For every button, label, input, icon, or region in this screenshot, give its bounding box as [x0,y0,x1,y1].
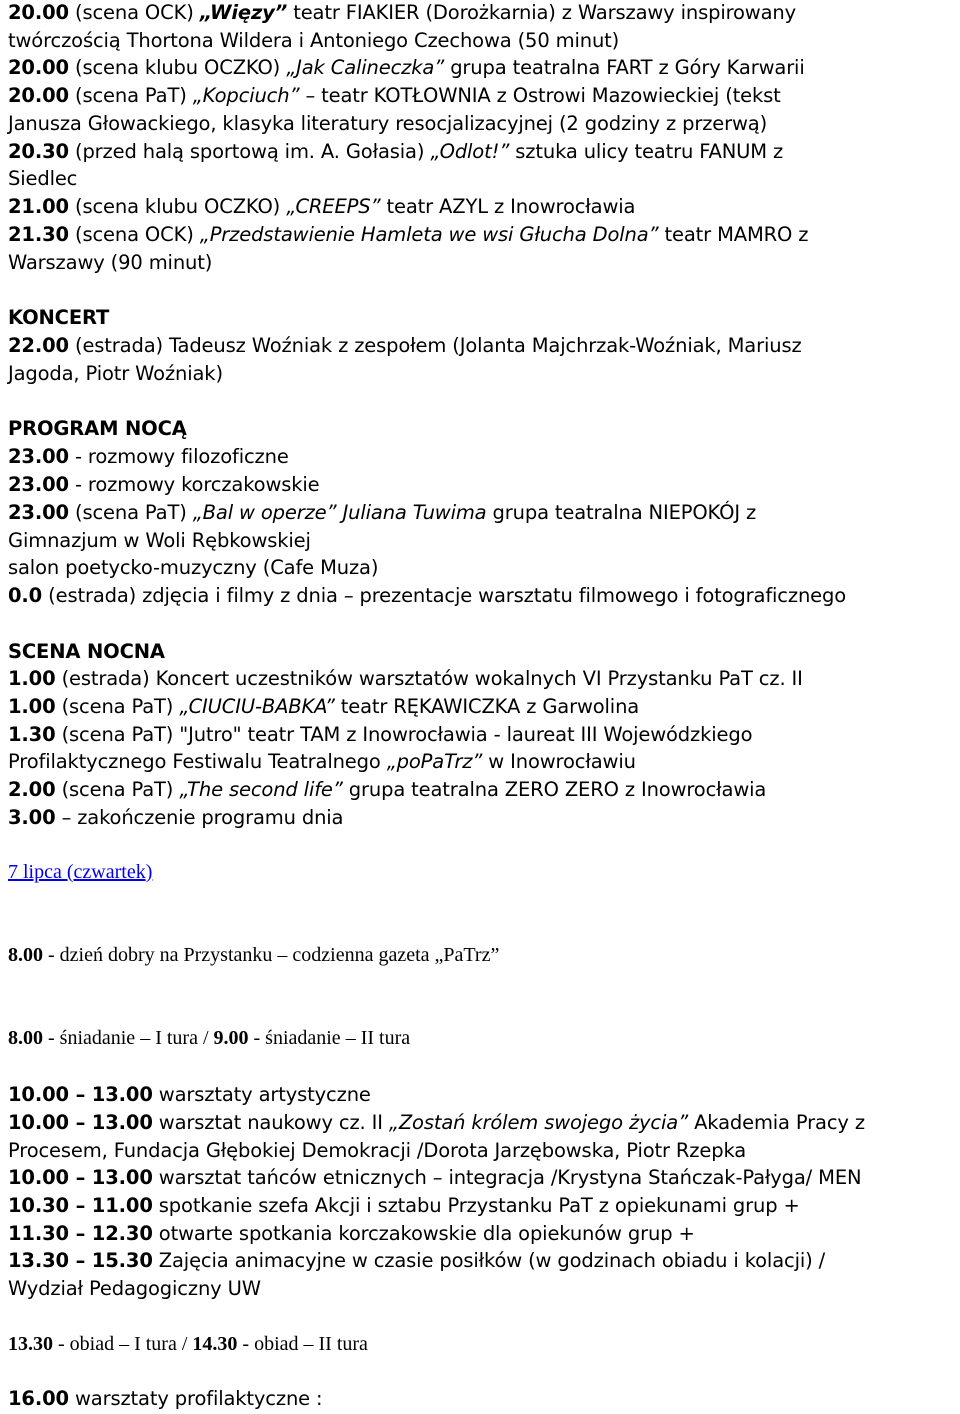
time-label: 8.00 [8,944,43,966]
time-label: 20.00 [8,56,69,79]
text-run: Gimnazjum w Woli Rębkowskiej [8,529,311,552]
text-run: – teatr KOTŁOWNIA z Ostrowi Mazowieckiej (tekst [299,84,781,107]
text-run: sztuka ulicy teatru FANUM z [509,140,784,163]
title-text: „CREEPS” [286,195,381,218]
time-label: 11.30 – 12.30 [8,1222,153,1245]
text-run: - obiad – II tura [237,1333,368,1355]
text-run: (przed halą sportową im. A. Gołasia) [68,140,431,163]
program-line [8,1249,825,1272]
title-text: Juliana Tuwima [342,501,487,524]
program-line [8,112,767,135]
text-run: grupa teatralna FART z Góry Karwarii [444,56,805,79]
time-label: 21.30 [8,223,69,246]
time-label: 2.00 [8,778,56,801]
text-run: warsztat tańców etnicznych – integracja /Krystyna Stańczak-Pałyga/ MEN [152,1166,862,1189]
program-line [8,29,619,52]
program-line [8,223,808,246]
text-run: - rozmowy korczakowskie [68,473,320,496]
text-run: (estrada) Tadeusz Woźniak z zespołem (Jolanta Majchrzak-Woźniak, Mariusz [68,334,802,357]
text-run: (scena PaT) [68,84,193,107]
time-label: 20.00 [8,84,69,107]
program-line [8,1166,861,1189]
time-label: SCENA NOCNA [8,640,165,663]
time-label: 10.00 – 13.00 [8,1111,153,1134]
time-label: 8.00 [8,1027,43,1049]
time-label: 16.00 [8,1387,69,1410]
text-run: warsztaty artystyczne [152,1083,371,1106]
time-label: 21.00 [8,195,69,218]
title-text: „Przedstawienie Hamleta we wsi Głucha Dolna” [199,223,659,246]
text-run: Zajęcia animacyjne w czasie posiłków (w godzinach obiadu i kolacji) / [152,1249,826,1272]
text-run: – zakończenie programu dnia [55,806,344,829]
text-run: teatr AZYL z Inowrocławia [380,195,636,218]
program-line [8,778,766,801]
program-line [8,56,805,79]
time-label: 10.00 – 13.00 [8,1083,153,1106]
text-run: Janusza Głowackiego, klasyka literatury resocjalizacyjnej (2 godziny z przerwą) [8,112,768,135]
text-run: twórczością Thortona Wildera i Antoniego Czechowa (50 minut) [8,29,620,52]
time-label: 23.00 [8,473,69,496]
program-line [8,1027,410,1050]
time-label: 23.00 [8,501,69,524]
title-text: „The second life” [179,778,343,801]
text-run: otwarte spotkania korczakowskie dla opiekunów grup + [152,1222,695,1245]
program-line [8,529,311,552]
program-line [8,167,77,190]
program-line [8,584,846,607]
program-line [8,334,802,357]
program-line [8,1222,695,1245]
text-run: warsztaty profilaktyczne : [68,1387,323,1410]
program-line [8,1139,746,1162]
title-text: „Jak Calineczka” [286,56,445,79]
time-label: 22.00 [8,334,69,357]
program-line [8,1333,368,1356]
title-text: „CIUCIU-BABKA” [179,695,335,718]
date-heading-link[interactable] [8,861,152,884]
text-run: w Inowrocławiu [482,750,636,773]
title-text: „Bal w operze” [192,501,337,524]
text-run: Jagoda, Piotr Woźniak) [8,362,223,385]
program-line [8,195,635,218]
program-line [8,944,499,967]
program-line [8,1277,261,1300]
text-run: (estrada) Koncert uczestników warsztatów wokalnych VI Przystanku PaT cz. II [55,667,803,690]
text-run: teatr RĘKAWICZKA z Garwolina [334,695,640,718]
text-run: Profilaktycznego Festiwalu Teatralnego [8,750,387,773]
text-run: (scena PaT) [68,501,193,524]
text-run: (scena klubu OCZKO) [68,56,287,79]
text-run: warsztat naukowy cz. II [152,1111,389,1134]
program-line [8,473,320,496]
text-run: salon poetycko-muzyczny (Cafe Muza) [8,556,379,579]
text-run: grupa teatralna NIEPOKÓJ z [486,501,757,524]
text-run: (scena PaT) [55,695,180,718]
date-link-text[interactable]: 7 lipca (czwartek) [8,861,153,883]
text-run: (scena OCK) [68,223,200,246]
text-run: teatr FIAKIER (Dorożkarnia) z Warszawy inspirowany [287,1,796,24]
program-line [8,1387,322,1410]
program-line [8,723,752,746]
text-run: (scena OCK) [68,1,200,24]
text-run: spotkanie szefa Akcji i sztabu Przystanku PaT z opiekunami grup + [152,1194,800,1217]
text-run: - rozmowy filozoficzne [68,445,289,468]
time-label: 23.00 [8,445,69,468]
title-text: „Kopciuch” [192,84,300,107]
time-label: 20.30 [8,140,69,163]
text-run: Siedlec [8,167,78,190]
text-run: - obiad – I tura / [53,1333,193,1355]
time-label: 20.00 [8,1,69,24]
section-heading-program-noca [8,417,187,440]
time-label: 13.30 [8,1333,53,1355]
program-line [8,140,783,163]
time-label: 1.00 [8,695,56,718]
time-label: 3.00 [8,806,56,829]
text-run: Wydział Pedagogiczny UW [8,1277,261,1300]
text-run: grupa teatralna ZERO ZERO z Inowrocławia [342,778,767,801]
program-line [8,1083,371,1106]
text-run: Akademia Pracy z [688,1111,865,1134]
program-line [8,1,796,24]
text-run: (estrada) zdjęcia i filmy z dnia – prezentacje warsztatu filmowego i fotograficznego [42,584,847,607]
title-text: „poPaTrz” [386,750,483,773]
program-line [8,1111,865,1134]
time-label: „Więzy” [199,1,288,24]
program-line [8,750,636,773]
text-run: (scena klubu OCZKO) [68,195,287,218]
text-run: teatr MAMRO z [658,223,809,246]
title-text: „Zostań królem swojego życia” [388,1111,689,1134]
text-run: Procesem, Fundacja Głębokiej Demokracji /Dorota Jarzębowska, Piotr Rzepka [8,1139,747,1162]
section-heading-koncert [8,306,109,329]
program-line [8,84,781,107]
time-label: 9.00 [213,1027,249,1049]
program-line [8,251,212,274]
program-line [8,806,343,829]
text-run: - śniadanie – II tura [248,1027,411,1049]
text-run: (scena PaT) "Jutro" teatr TAM z Inowrocławia - laureat III Wojewódzkiego [55,723,753,746]
title-text: „Odlot!” [430,140,510,163]
program-line [8,667,803,690]
text-run: Warszawy (90 minut) [8,251,213,274]
section-heading-scena-nocna [8,640,165,663]
time-label: 1.30 [8,723,56,746]
text-run: - śniadanie – I tura / [43,1027,214,1049]
time-label: 14.30 [192,1333,238,1355]
time-label: KONCERT [8,306,110,329]
program-line [8,445,289,468]
program-line [8,695,639,718]
text-run: (scena PaT) [55,778,180,801]
text-run: - dzień dobry na Przystanku – codzienna gazeta „PaTrz” [43,944,500,966]
program-line [8,501,756,524]
program-line [8,1194,800,1217]
time-label: 10.00 – 13.00 [8,1166,153,1189]
time-label: 13.30 – 15.30 [8,1249,153,1272]
time-label: PROGRAM NOCĄ [8,417,187,440]
time-label: 10.30 – 11.00 [8,1194,153,1217]
program-line [8,362,223,385]
time-label: 1.00 [8,667,56,690]
time-label: 0.0 [8,584,43,607]
program-line [8,556,378,579]
